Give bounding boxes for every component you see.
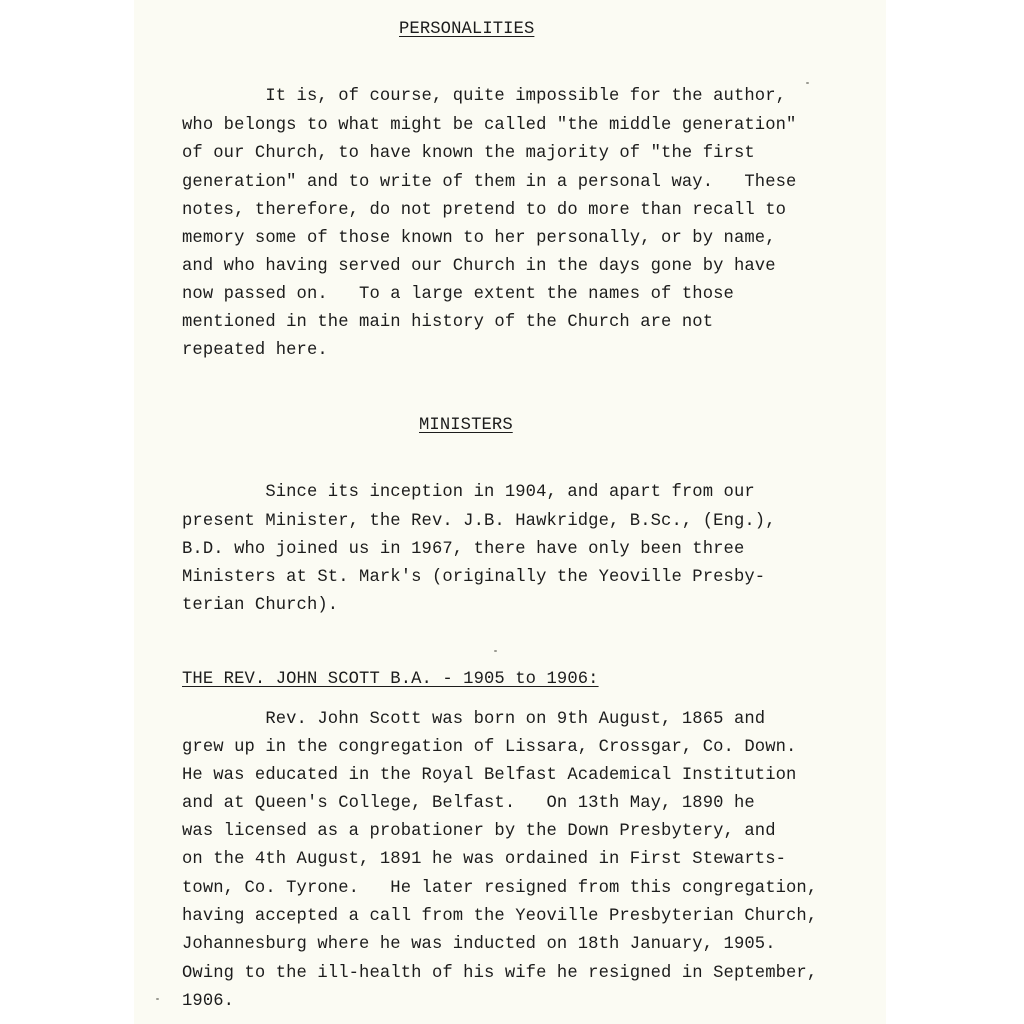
paragraph-line: Rev. John Scott was born on 9th August, 1865 and [182,710,766,729]
paragraph-line: present Minister, the Rev. J.B. Hawkridge, B.Sc., (Eng.), [182,512,776,531]
paragraph-line: town, Co. Tyrone. He later resigned from this congregation, [182,879,818,898]
paper-speck [494,650,497,652]
paragraph-line: and at Queen's College, Belfast. On 13th May, 1890 he [182,794,755,813]
paragraph-line: on the 4th August, 1891 he was ordained in First Stewarts- [182,850,787,869]
paragraph-line: notes, therefore, do not pretend to do more than recall to [182,201,787,220]
paragraph-line: He was educated in the Royal Belfast Academical Institution [182,766,797,785]
paragraph-line: now passed on. To a large extent the names of those [182,285,734,304]
paper-speck [156,998,159,1000]
paragraph-line: mentioned in the main history of the Church are not [182,313,714,332]
paragraph-line: having accepted a call from the Yeoville Presbyterian Church, [182,907,818,926]
paragraph-line: and who having served our Church in the days gone by have [182,257,776,276]
paragraph-line: 1906. [182,992,235,1011]
paragraph-line: Owing to the ill-health of his wife he resigned in September, [182,964,818,983]
paragraph-line: repeated here. [182,341,328,360]
paragraph-line: who belongs to what might be called "the middle generation" [182,116,797,135]
paragraph-line: Johannesburg where he was inducted on 18th January, 1905. [182,935,776,954]
paragraph-line: generation" and to write of them in a personal way. These [182,173,797,192]
paragraph-line: of our Church, to have known the majority of "the first [182,144,755,163]
paragraph-line: It is, of course, quite impossible for the author, [182,87,787,106]
paragraph-line: memory some of those known to her personally, or by name, [182,229,776,248]
paragraph-line: Ministers at St. Mark's (originally the Yeoville Presby- [182,568,766,587]
paragraph-line: Since its inception in 1904, and apart from our [182,483,755,502]
paragraph-line: grew up in the congregation of Lissara, Crossgar, Co. Down. [182,738,797,757]
paragraph-line: B.D. who joined us in 1967, there have only been three [182,540,745,559]
paragraph-line: was licensed as a probationer by the Down Presbytery, and [182,822,776,841]
paper-speck [806,82,809,84]
rev-john-scott-heading: THE REV. JOHN SCOTT B.A. - 1905 to 1906: [182,670,599,689]
ministers-heading: MINISTERS [419,416,513,435]
personalities-heading: PERSONALITIES [399,20,535,39]
paragraph-line: terian Church). [182,596,339,615]
